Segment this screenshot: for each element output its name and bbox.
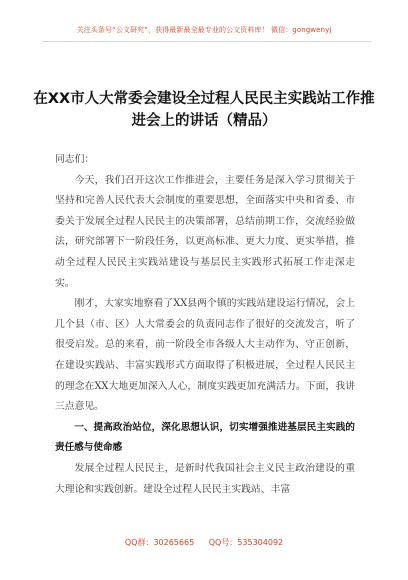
paragraph-2: 刚才，大家实地察看了XX县两个镇的实践站建设运行情况，会上几个县（市、区）人大常委会的负责同志作了很好的交流发言，听了很受启发。总的来看，前一阶段全市各级人大主动作为、守正创新，在建设实践站、丰富实践形式方面取得了积极进展，全过程人民民主的理念在XX大地更加深入人心，制度实践更加充满活力。下面，我讲三点意见。 [55,298,355,413]
paragraph-1: 今天，我们召开这次工作推进会，主要任务是深入学习贯彻关于坚持和完善人民代表大会制度的重要思想，全面落实中央和省委、市委关于发展全过程人民民主的决策部署，总结前期工作，交流经验做法，研究部署下一阶段任务，以更高标准、更大力度、更实举措，推动全过程人民民主实践站建设与基层民主实践形式拓展工作走深走实。 [55,174,355,289]
header-divider [42,41,372,42]
section-heading-1: 一、提高政治站位，深化思想认识，切实增强推进基层民主实践的责任感与使命感 [55,421,355,454]
paragraph-3: 发展全过程人民民主，是新时代我国社会主义民主政治建设的重大理论和实践创新。建设全过程人民民主实践站、丰富 [55,462,355,495]
footer-qq-number: QQ号：535304092 [208,538,284,547]
document-title: 在XX市人大常委会建设全过程人民民主实践站工作推进会上的讲话（精品） [33,91,375,129]
salutation: 同志们： [55,154,95,165]
header-note: 关注头条号“公文研究”，获得最新最全最专业的公文资料库！ 微信：gongwenyj [76,26,332,34]
document-body [55,150,355,500]
footer-qq-group: QQ群：30265665 [124,538,195,547]
footer-contact [0,537,408,548]
